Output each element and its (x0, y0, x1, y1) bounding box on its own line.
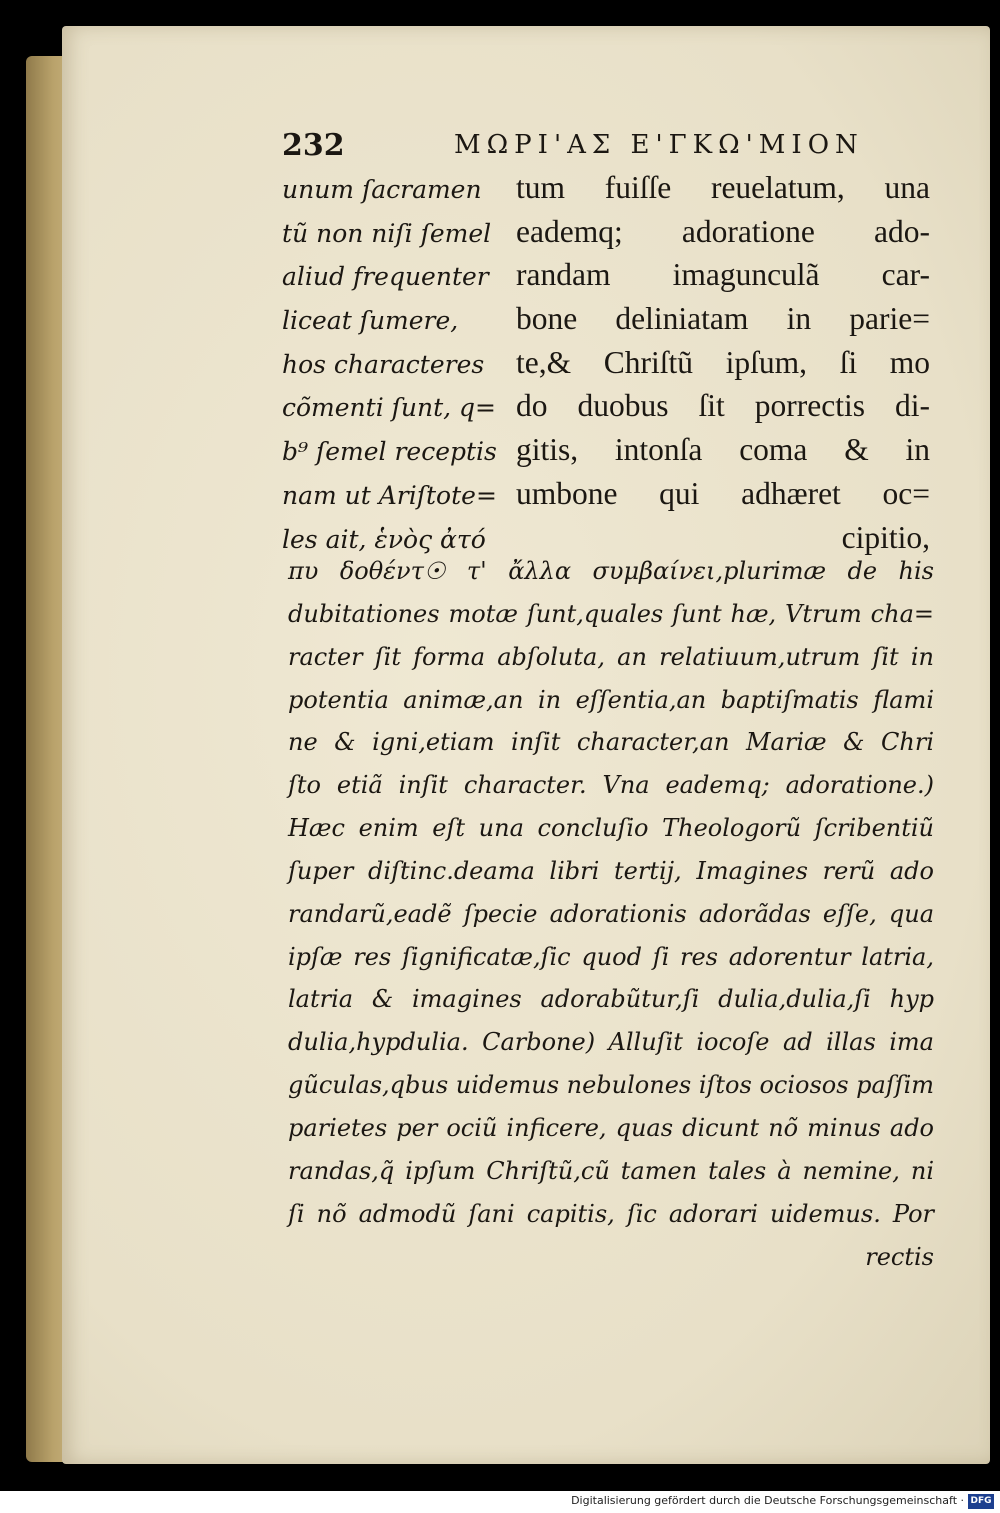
main-text-line: tum fuiſſe reuelatum, una (516, 170, 930, 205)
margin-note-line: les ait, ἑνὸς ἀτό (282, 524, 486, 554)
main-text-line: bone deliniatam in parie= (516, 301, 930, 337)
commentary-line: Hæc enim eſt una concluſio Theologorũ ſcribentiũ (288, 814, 934, 843)
commentary-line: potentia animæ,an in eſſentia,an baptiſmatis flami (288, 685, 934, 714)
commentary-line: latria & imagines adorabũtur,ſi dulia,dulia,ſi hyp (288, 985, 934, 1014)
commentary-line: racter ſit forma abſoluta, an relatiuum,utrum ſit in (288, 642, 934, 671)
commentary-line: ſto etiã inſit character. Vna eademq; adoratione.) (288, 771, 934, 800)
commentary-line: randas,q̃ ipſum Chriſtũ,cũ tamen tales à nemine, ni (288, 1156, 934, 1185)
commentary-line: ſi nõ admodũ ſani capitis, ſic adorari uidemus. Por (288, 1199, 934, 1228)
main-text-line: gitis, intonſa coma & in (516, 432, 930, 468)
running-head: ΜΩΡΙ'ΑΣ Ε'ΓΚΩ'ΜΙΟΝ (454, 130, 864, 160)
page-number: 232 (282, 128, 345, 163)
margin-note-line: hos characteres (282, 349, 485, 379)
page-header (282, 128, 922, 168)
main-text-line: do duobus ſit porrectis di- (516, 388, 930, 424)
margin-note-line: cõmenti ſunt, q= (282, 393, 496, 423)
commentary-line: gũculas,qbus uidemus nebulones iſtos ociosos paſſim (288, 1071, 935, 1100)
margin-note-line: unum ſacramen (282, 175, 482, 204)
commentary-line: dubitationes motæ ſunt,quales ſunt hæ, Vtrum cha= (288, 599, 934, 628)
main-text-column (516, 166, 930, 559)
margin-note-line: nam ut Ariſtote= (282, 480, 497, 510)
commentary-block (288, 550, 934, 1278)
catchword: rectis (865, 1242, 934, 1271)
funding-note: Digitalisierung gefördert durch die Deutsche Forschungsgemeinschaft · (571, 1494, 964, 1507)
commentary-line: πυ δοθέντ☉ τ' ἄλλα συμβαίνει,plurimæ de his (288, 557, 934, 585)
commentary-line: ſuper diſtinc.deama libri tertij, Imagines rerũ ado (288, 856, 934, 885)
main-text-line: eademq; adoratione ado- (516, 213, 930, 249)
commentary-line: randarũ,eadẽ ſpecie adorationis adorãdas eſſe, qua (288, 899, 934, 928)
main-text-line: randam imagunculã car- (516, 257, 930, 293)
margin-note-line: liceat ſumere, (282, 306, 459, 336)
main-text-line: cipitio, (841, 519, 930, 555)
dfg-logo-icon: DFG (968, 1494, 994, 1509)
margin-note (282, 168, 512, 561)
margin-note-line: b⁹ ſemel receptis (282, 437, 497, 467)
margin-note-line: aliud frequenter (282, 262, 489, 292)
footer-bar (0, 1491, 1000, 1513)
commentary-line: parietes per ociũ inficere, quas dicunt nõ minus ado (288, 1113, 934, 1142)
margin-note-line: tũ non niſi ſemel (282, 218, 492, 248)
commentary-line: dulia,hypdulia. Carbone) Alluſit iocoſe ad illas ima (288, 1028, 934, 1057)
main-text-line: umbone qui adhæret oc= (516, 475, 930, 511)
main-text-line: te,& Chriſtũ ipſum, ſi mo (516, 344, 930, 380)
commentary-line: ne & igni,etiam inſit character,an Mariæ & Chri (288, 728, 934, 757)
commentary-line: ipſæ res ſignificatæ,ſic quod ſi res adorentur latria, (288, 942, 934, 971)
